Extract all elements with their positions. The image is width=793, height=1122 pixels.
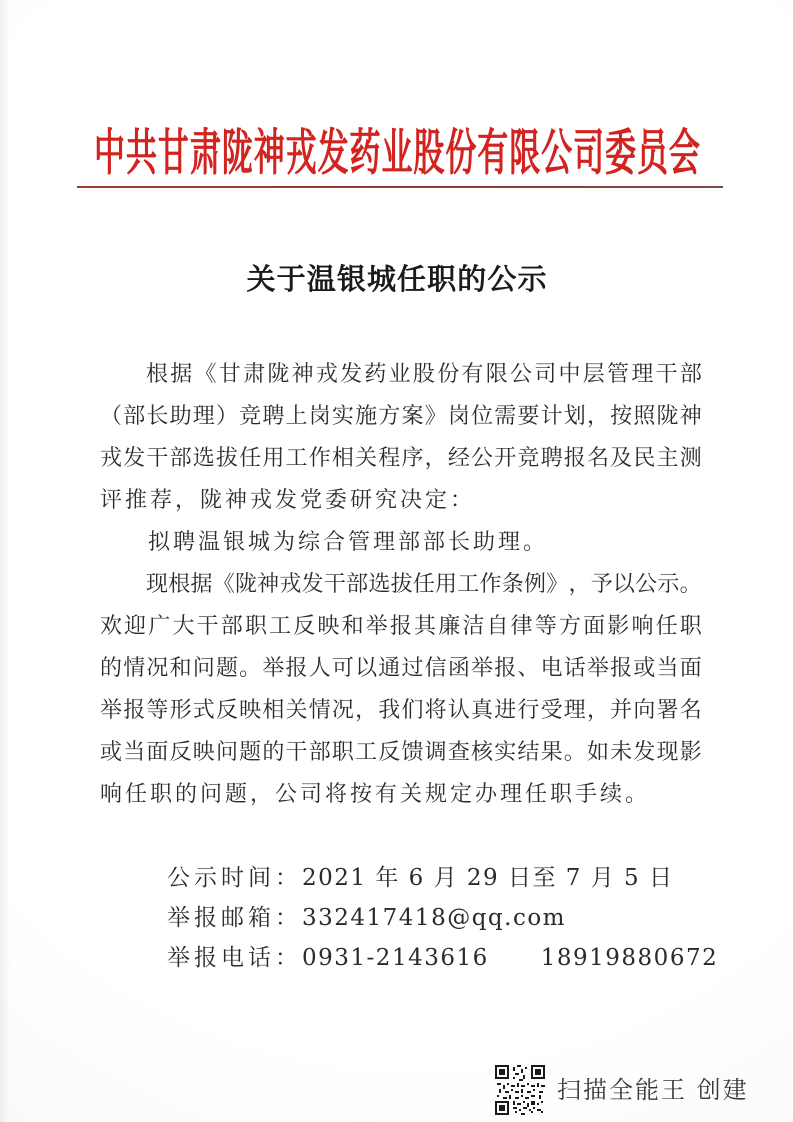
report-phone-value-2: 18919880672 [540, 945, 719, 971]
publicity-period-value: 2021 年 6 月 29 日至 7 月 5 日 [302, 865, 674, 891]
body-line: 或 当 面 反 映 问 题 的 干 部 职 工 反 馈 调 查 核 实 结 果 。 如 未 发 现 影 [100, 740, 702, 765]
camscanner-watermark-text: 扫描全能王 创建 [557, 1076, 749, 1104]
camscanner-qr-code-icon [495, 1065, 545, 1115]
body-line: 的 情 况 和 问 题 。 举 报 人 可 以 通 过 信 函 举 报 、 电 话 举 报 或 当 面 [100, 656, 702, 681]
body-line: 评推荐，陇神戎发党委研究决定： [100, 488, 476, 513]
document-body [100, 354, 702, 816]
body-line: 戎 发 干 部 选 拔 任 用 工 作 相 关 程 序 ， 经 公 开 竞 聘 报 名 及 民 主 测 [100, 446, 702, 471]
letterhead-org-name: 中 共 甘 肃 陇 神 戎 发 药 业 股 份 有 限 公 司 委 员 会 [94, 124, 700, 183]
report-email-row [167, 898, 718, 938]
body-line: 根 据 《 甘 肃 陇 神 戎 发 药 业 股 份 有 限 公 司 中 层 管 理 干 部 [146, 362, 702, 387]
body-line: 响任职的问题，公司将按有关规定办理任职手续。 [100, 782, 651, 807]
document-title: 关 于 温 银 城 任 职 的 公 示 [246, 262, 547, 296]
report-email-value: 332417418@qq.com [302, 905, 566, 931]
publicity-period-label: 公示时间： [167, 865, 302, 891]
report-phone-label: 举报电话： [167, 945, 302, 971]
letterhead-divider-line [77, 186, 723, 188]
publicity-period-row [167, 858, 718, 898]
report-email-label: 举报邮箱： [167, 905, 302, 931]
report-phone-value-1: 0931-2143616 [302, 945, 489, 971]
body-line: 现 根 据 《 陇 神 戎 发 干 部 选 拔 任 用 工 作 条 例 》 ， 予 以 公 示 。 [146, 572, 702, 597]
body-line: 拟聘温银城为综合管理部部长助理。 [148, 530, 549, 555]
body-line: 欢 迎 广 大 干 部 职 工 反 映 和 举 报 其 廉 洁 自 律 等 方 面 影 响 任 职 [100, 614, 702, 639]
body-line: 举 报 等 形 式 反 映 相 关 情 况 ， 我 们 将 认 真 进 行 受 理 ， 并 向 署 名 [100, 698, 702, 723]
report-phone-row [167, 938, 718, 978]
body-line: （ 部 长 助 理 ） 竞 聘 上 岗 实 施 方 案 》 岗 位 需 要 计 划 ， 按 照 陇 神 [100, 404, 702, 429]
contact-info-block [167, 858, 718, 978]
